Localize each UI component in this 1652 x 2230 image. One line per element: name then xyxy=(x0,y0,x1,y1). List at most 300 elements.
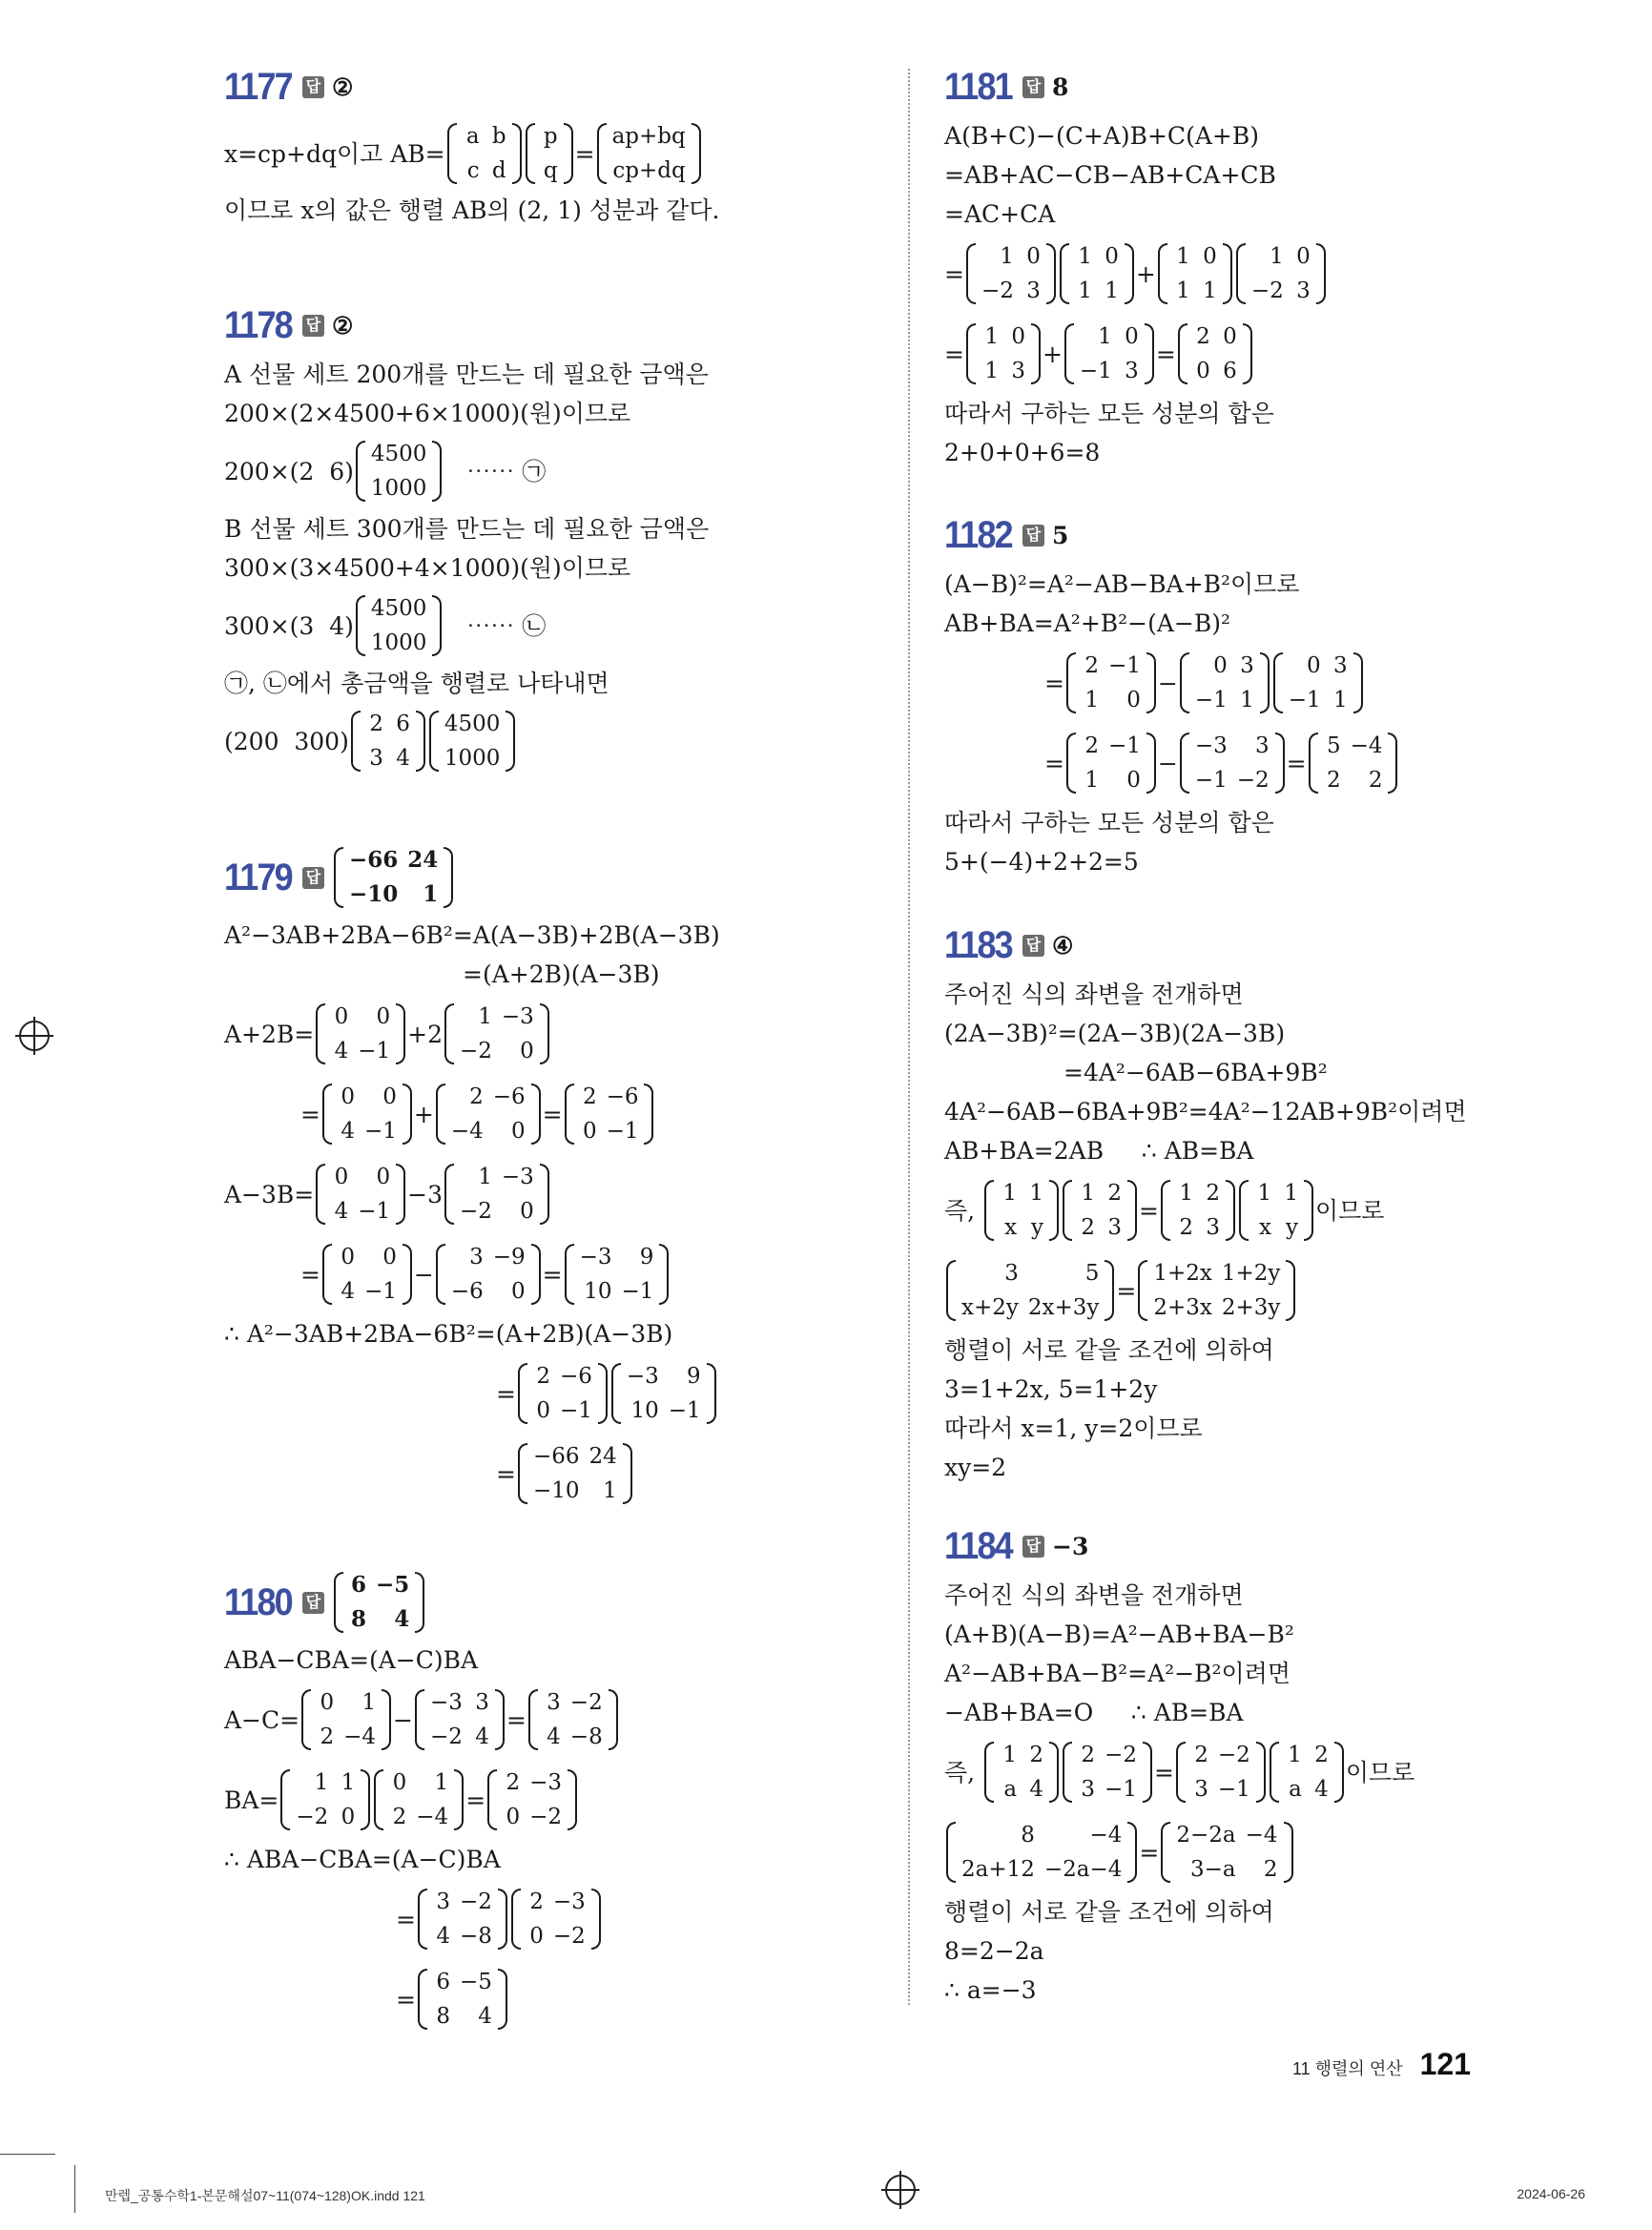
solution-line: 200× (2 6) 4500 1000 ⋯⋯ ㉠ xyxy=(224,433,873,509)
solution-line: 200× (2×4500+6×1000) (원)이므로 xyxy=(224,400,631,427)
matrix-cell: 6 xyxy=(350,1572,366,1598)
solution-line: 5+ (−4)+2+2=5 xyxy=(944,848,1139,876)
matrix xyxy=(1178,320,1252,388)
matrix-cell: 0 xyxy=(341,1245,355,1270)
matrix-cell: 5 xyxy=(1326,733,1341,758)
answer-value xyxy=(332,1568,426,1637)
problem-number: 1181 xyxy=(944,65,1012,108)
matrix-cell: 2 xyxy=(1084,653,1099,678)
answer-tag: 답 xyxy=(302,315,324,337)
solution-line: ∴ ABA−CBA= (A−C)BA xyxy=(224,1846,501,1873)
matrix-cell: 0 xyxy=(1011,324,1025,349)
matrix-cell: 0 xyxy=(376,1165,391,1189)
matrix xyxy=(526,119,573,188)
matrix-cell: 4500 xyxy=(370,442,427,466)
matrix-cell: 2 xyxy=(1084,733,1099,758)
solution-line: (A−B)²=A²−AB−BA+B²이므로 xyxy=(944,570,1300,598)
matrix-cell: 0 xyxy=(1296,244,1311,269)
matrix-cell: 1 xyxy=(1288,1743,1302,1767)
matrix-cell: 0 xyxy=(529,1924,544,1949)
matrix-cell: 2 xyxy=(1107,1181,1123,1206)
matrix-cell: −1 xyxy=(1107,653,1141,678)
matrix xyxy=(1161,1818,1292,1887)
matrix xyxy=(984,1176,1059,1245)
matrix xyxy=(565,1080,654,1148)
matrix xyxy=(447,119,522,188)
matrix xyxy=(487,1765,577,1834)
matrix-cell: 1 xyxy=(478,1165,492,1189)
matrix-cell: 0 xyxy=(506,1805,521,1829)
matrix-cell: 4500 xyxy=(370,596,427,621)
matrix-cell: 0 xyxy=(1026,244,1041,269)
problem-header xyxy=(224,1564,873,1641)
matrix-cell: 2 xyxy=(1314,1743,1329,1767)
matrix-cell: q xyxy=(543,158,558,183)
matrix-cell: −1 xyxy=(1107,733,1141,758)
matrix-cell: 0 xyxy=(376,1004,391,1029)
matrix-cell: 3 xyxy=(1296,279,1311,303)
matrix xyxy=(1161,1176,1235,1245)
matrix-cell: −8 xyxy=(569,1724,603,1749)
matrix-cell: 2+3y xyxy=(1221,1295,1281,1320)
matrix-cell: 4500 xyxy=(444,712,501,736)
matrix-cell: 1 xyxy=(1176,244,1190,269)
matrix-cell: 9 xyxy=(639,1245,654,1270)
matrix-cell: a xyxy=(465,124,480,149)
matrix-cell: −1 xyxy=(606,1119,639,1144)
matrix-cell: 4 xyxy=(478,2004,492,2029)
matrix-cell: −10 xyxy=(532,1478,580,1503)
solution-line: 이므로 x의 값은 행렬 AB의 (2, 1) 성분과 같다. xyxy=(224,196,720,224)
matrix-cell: 1 xyxy=(314,1770,329,1795)
solution-line: 300× (3 4) 4500 1000 ⋯⋯ ㉡ xyxy=(224,588,873,664)
matrix-cell: −66 xyxy=(532,1444,580,1469)
solution-line: ∴ A²−3AB+2BA−6B²= (A+2B) (A−3B) xyxy=(224,1320,673,1348)
problem-number: 1182 xyxy=(944,513,1012,556)
answer-value: −3 xyxy=(1052,1532,1089,1560)
matrix-cell: −2 xyxy=(1236,768,1270,793)
print-date: 2024-06-26 xyxy=(1517,2186,1585,2201)
matrix xyxy=(1180,649,1270,717)
problem-header xyxy=(224,57,873,116)
answer-value: ② xyxy=(332,72,354,101)
matrix-cell: 2 xyxy=(392,1805,407,1829)
matrix-cell: 2 xyxy=(536,1364,550,1389)
matrix-cell: 2 xyxy=(1029,1743,1044,1767)
matrix-cell: 2+3x xyxy=(1153,1295,1212,1320)
matrix xyxy=(301,1685,391,1754)
matrix-cell: 8 xyxy=(350,1606,366,1632)
solution-line: (A+B) (A−B)=A²−AB+BA−B² xyxy=(944,1621,1294,1648)
matrix-cell: 24 xyxy=(589,1444,617,1469)
matrix-cell: 0 xyxy=(536,1398,550,1423)
answer-tag: 답 xyxy=(302,76,324,98)
matrix-cell: −1 xyxy=(1288,688,1321,712)
matrix xyxy=(1063,1738,1152,1807)
matrix-cell: d xyxy=(491,158,506,183)
matrix-cell: 1 xyxy=(1257,1181,1271,1206)
matrix-cell: −1 xyxy=(1217,1777,1250,1802)
problem-header xyxy=(944,506,1555,565)
matrix-cell: a xyxy=(1003,1777,1018,1802)
matrix-cell: −2 xyxy=(1250,279,1284,303)
matrix-cell: −3 xyxy=(429,1690,463,1715)
matrix-cell: x+2y xyxy=(961,1295,1019,1320)
problem-number: 1177 xyxy=(224,65,292,108)
matrix-cell: −2 xyxy=(529,1805,563,1829)
matrix-cell: 2 xyxy=(1081,1215,1096,1240)
matrix-cell: 0 xyxy=(510,1119,526,1144)
matrix xyxy=(1273,649,1363,717)
matrix xyxy=(280,1765,370,1834)
matrix-cell: −1 xyxy=(1194,768,1228,793)
solution-line: = 6 −5 8 4 xyxy=(224,1959,873,2039)
matrix-cell: y xyxy=(1286,1215,1298,1240)
solution-line: 300× (3×4500+4×1000) (원)이므로 xyxy=(224,554,631,582)
matrix xyxy=(322,1240,412,1309)
matrix-cell: 0 xyxy=(582,1119,597,1144)
matrix-cell: 0 xyxy=(1126,768,1141,793)
matrix-cell: cp+dq xyxy=(612,158,686,183)
matrix-cell: −1 xyxy=(363,1279,397,1304)
matrix xyxy=(597,119,701,188)
matrix-cell: 3 xyxy=(1026,279,1041,303)
matrix-cell: y xyxy=(1031,1215,1044,1240)
solution-line: −AB+BA=O ∴ AB=BA xyxy=(944,1699,1244,1726)
matrix xyxy=(1180,729,1285,797)
solution-line: = 1 0 1 3 + 1 0 −1 3 = 2 0 0 6 xyxy=(944,314,1555,394)
solution-line: ABA−CBA= (A−C)BA xyxy=(224,1646,478,1674)
matrix-cell: −4 xyxy=(343,1724,376,1749)
solution-line: AB+BA=2AB ∴ AB=BA xyxy=(944,1137,1254,1165)
matrix-cell: 0 xyxy=(1213,653,1228,678)
solution-line: 따라서 x=1, y=2이므로 xyxy=(944,1414,1203,1442)
matrix-cell: 2 xyxy=(1326,768,1341,793)
matrix-cell: 1 xyxy=(1078,279,1092,303)
matrix-cell: 4 xyxy=(341,1279,355,1304)
matrix xyxy=(374,1765,464,1834)
matrix-cell: −4 xyxy=(1245,1823,1278,1848)
matrix xyxy=(1066,729,1156,797)
matrix-cell: 3 xyxy=(1125,359,1139,383)
matrix xyxy=(565,1240,670,1309)
matrix-cell: 4 xyxy=(547,1724,561,1749)
matrix xyxy=(436,1080,541,1148)
matrix-cell: −2 xyxy=(1105,1743,1137,1767)
solution-line: AB+BA=A²+B²− (A−B)² xyxy=(944,609,1231,637)
matrix-cell: −1 xyxy=(358,1039,391,1063)
solution-line: = 0 0 4 −1 − 3 −9 −6 0 = −3 9 10 −1 xyxy=(224,1234,873,1314)
matrix-cell: 1 xyxy=(1078,244,1092,269)
matrix-cell: 3 xyxy=(1081,1777,1096,1802)
answer-tag: 답 xyxy=(1022,525,1044,547)
matrix-cell: 1 xyxy=(1179,1181,1193,1206)
solution-line: xy=2 xyxy=(944,1454,1007,1481)
matrix-cell: ap+bq xyxy=(611,124,686,149)
matrix-cell: 0 xyxy=(392,1770,407,1795)
answer-tag: 답 xyxy=(302,1592,324,1614)
footer-chapter xyxy=(1292,2047,1471,2082)
answer-value: ② xyxy=(332,311,354,340)
matrix xyxy=(1236,239,1326,308)
matrix-cell: 1 xyxy=(1176,279,1190,303)
solution-line: = −66 24 −10 1 xyxy=(224,1434,873,1514)
page-number: 121 xyxy=(1419,2047,1471,2081)
matrix-cell: 2 xyxy=(369,712,383,736)
matrix-cell: 2−2a xyxy=(1176,1823,1236,1848)
matrix-cell: b xyxy=(491,124,506,149)
matrix-cell: −3 xyxy=(626,1364,659,1389)
answer-value xyxy=(332,843,455,912)
matrix-cell: 2 xyxy=(506,1770,521,1795)
matrix-cell: a xyxy=(1289,1777,1302,1802)
matrix-cell: x xyxy=(1004,1215,1018,1240)
matrix-cell: 0 xyxy=(520,1039,534,1063)
solution-line: =AB+AC−CB−AB+CA+CB xyxy=(944,161,1276,189)
matrix-cell: 2 xyxy=(529,1889,544,1914)
matrix-cell: −5 xyxy=(376,1572,410,1598)
solution-line: = 2 −1 1 0 − 0 3 −1 1 0 3 −1 1 xyxy=(944,643,1555,723)
answer-value: 8 xyxy=(1052,72,1069,101)
solution-line: =AC+CA xyxy=(944,200,1056,228)
matrix-cell: 3 xyxy=(1011,359,1025,383)
matrix-cell: 3 xyxy=(1240,653,1254,678)
matrix xyxy=(1270,1738,1344,1807)
matrix xyxy=(946,1256,1114,1325)
solution-line: A (B+C)− (C+A)B+C (A+B) xyxy=(944,122,1259,150)
trim-line xyxy=(0,2154,55,2155)
chapter-title: 11 행렬의 연산 xyxy=(1291,2059,1403,2078)
solution-line: 8 −4 2a+12 −2a−4 = 2−2a −4 3−a 2 xyxy=(944,1812,1555,1892)
answer-value: 5 xyxy=(1052,521,1069,549)
problem-number: 1184 xyxy=(944,1524,1012,1567)
matrix-cell: 0 xyxy=(334,1165,349,1189)
matrix xyxy=(316,1000,405,1068)
solution-line: x=cp+dq이고 AB= a b c d p q = ap+bq cp+dq xyxy=(224,116,873,191)
solution-line: 4A²−6AB−6BA+9B²=4A²−12AB+9B²이려면 xyxy=(944,1098,1467,1125)
solution-line: = 0 0 4 −1 + 2 −6 −4 0 = 2 −6 0 −1 xyxy=(224,1074,873,1154)
solution-line: 행렬이 서로 같을 조건에 의하여 xyxy=(944,1898,1274,1926)
matrix-cell: −2 xyxy=(460,1039,492,1063)
matrix-cell: −10 xyxy=(349,881,399,907)
matrix-cell: 1 xyxy=(1105,279,1119,303)
solution-line: 주어진 식의 좌변을 전개하면 xyxy=(944,1581,1244,1609)
matrix-cell: 2x+3y xyxy=(1027,1295,1100,1320)
matrix-cell: −2 xyxy=(981,279,1014,303)
matrix xyxy=(1063,1176,1137,1245)
problem-header xyxy=(224,296,873,355)
matrix xyxy=(356,591,443,660)
matrix-cell: 0 xyxy=(1223,324,1237,349)
matrix-cell: −66 xyxy=(349,847,399,873)
solution-line: A−3B= 0 0 4 −1 −3 1 −3 −2 0 xyxy=(224,1154,873,1234)
matrix-cell: 3−a xyxy=(1190,1857,1236,1882)
matrix xyxy=(1064,320,1154,388)
matrix-cell: 2 xyxy=(469,1084,484,1109)
matrix xyxy=(946,1818,1137,1887)
matrix-cell: 2 xyxy=(1196,324,1210,349)
problem-1183 xyxy=(944,916,1555,1487)
matrix xyxy=(518,1439,632,1508)
matrix-cell: 1 xyxy=(984,359,999,383)
matrix-cell: 1+2y xyxy=(1221,1261,1281,1286)
matrix xyxy=(356,437,443,506)
matrix-cell: 0 xyxy=(341,1084,355,1109)
matrix-cell: x xyxy=(1259,1215,1271,1240)
matrix-cell: 2 xyxy=(582,1084,597,1109)
answer-tag: 답 xyxy=(1022,76,1044,98)
matrix-cell: −2 xyxy=(460,1199,492,1224)
matrix-cell: c xyxy=(466,158,480,183)
matrix-cell: 4 xyxy=(334,1039,349,1063)
problem-number: 1179 xyxy=(224,856,292,898)
solution-line: ∴ a=−3 xyxy=(944,1976,1037,2004)
matrix-cell: −2a−4 xyxy=(1043,1857,1123,1882)
solution-line: 2+0+0+6=8 xyxy=(944,439,1101,466)
solution-line: 3=1+2x, 5=1+2y xyxy=(944,1375,1158,1403)
solution-line: 8=2−2a xyxy=(944,1937,1044,1965)
matrix-cell: 5 xyxy=(1084,1261,1100,1286)
matrix-cell: 0 xyxy=(1306,653,1321,678)
print-file-info: 만렙_공통수학1-본문해설07~11(074~128)OK.indd 121 xyxy=(105,2188,425,2203)
matrix-cell: 0 xyxy=(382,1084,397,1109)
matrix-cell: 1 xyxy=(1084,688,1099,712)
answer-value: ④ xyxy=(1052,931,1074,960)
matrix-cell: 0 xyxy=(341,1805,356,1829)
matrix-cell: 0 xyxy=(382,1245,397,1270)
matrix xyxy=(611,1359,716,1428)
problem-1181 xyxy=(944,57,1555,472)
matrix-cell: 2 xyxy=(1368,768,1383,793)
matrix xyxy=(436,1240,541,1309)
matrix xyxy=(1309,729,1398,797)
matrix xyxy=(316,1160,405,1229)
solution-line: ㉠, ㉡에서 총금액을 행렬로 나타내면 xyxy=(224,670,609,697)
matrix-cell: 0 xyxy=(1126,688,1141,712)
solution-line: B 선물 세트 300개를 만드는 데 필요한 금액은 xyxy=(224,515,710,543)
matrix-cell: 6 xyxy=(1223,359,1237,383)
matrix-cell: 1 xyxy=(1332,688,1348,712)
matrix-cell: 24 xyxy=(407,847,439,873)
matrix-cell: 4 xyxy=(394,1606,410,1632)
matrix-cell: 2a+12 xyxy=(961,1857,1035,1882)
problem-header xyxy=(224,839,873,916)
matrix-cell: −6 xyxy=(492,1084,526,1109)
matrix-cell: 3 xyxy=(436,1889,450,1914)
matrix-cell: −6 xyxy=(559,1364,592,1389)
matrix xyxy=(322,1080,412,1148)
matrix-cell: −4 xyxy=(416,1805,449,1829)
solution-line: =4A²−6AB−6BA+9B² xyxy=(1063,1059,1328,1086)
matrix-cell: 3 xyxy=(1004,1261,1019,1286)
matrix-cell: 2 xyxy=(1263,1857,1278,1882)
matrix-cell: 1 xyxy=(1081,1181,1096,1206)
matrix xyxy=(1176,1738,1266,1807)
matrix-cell: 3 xyxy=(1194,1777,1208,1802)
solution-line: 행렬이 서로 같을 조건에 의하여 xyxy=(944,1336,1274,1364)
matrix-cell: 2 xyxy=(1179,1215,1193,1240)
problem-number: 1178 xyxy=(224,303,292,346)
matrix-cell: −1 xyxy=(1194,688,1228,712)
matrix-cell: −3 xyxy=(579,1245,612,1270)
matrix xyxy=(1060,239,1134,308)
matrix-cell: 8 xyxy=(436,2004,450,2029)
matrix-cell: 2 xyxy=(1194,1743,1208,1767)
problem-1184 xyxy=(944,1517,1555,2010)
problem-1178 xyxy=(224,296,873,779)
matrix-cell: 0 xyxy=(1196,359,1210,383)
matrix-cell: −4 xyxy=(450,1119,484,1144)
matrix-cell: 6 xyxy=(396,712,410,736)
matrix-cell: −2 xyxy=(569,1690,603,1715)
problem-1180 xyxy=(224,1564,873,2039)
matrix-cell: 1 xyxy=(1270,244,1284,269)
solution-line: = 2 −1 1 0 − −3 3 −1 −2 = 5 −4 2 2 xyxy=(944,723,1555,803)
registration-mark-icon xyxy=(885,2175,916,2205)
matrix xyxy=(444,1160,549,1229)
matrix-cell: −2 xyxy=(552,1924,586,1949)
matrix-cell: −1 xyxy=(668,1398,701,1423)
solution-line: (2A−3B)²= (2A−3B) (2A−3B) xyxy=(944,1020,1286,1047)
solution-line: 3 5 x+2y 2x+3y = 1+2x 1+2y 2+3x 2+3y xyxy=(944,1250,1555,1331)
matrix-cell: 3 xyxy=(469,1245,484,1270)
matrix-cell: 1 xyxy=(1000,244,1014,269)
solution-line: (200 300) 2 6 3 4 4500 1000 xyxy=(224,703,873,779)
matrix-cell: 1000 xyxy=(370,630,427,655)
matrix-cell: −2 xyxy=(1217,1743,1250,1767)
solution-line: A 선물 세트 200개를 만드는 데 필요한 금액은 xyxy=(224,361,709,388)
matrix xyxy=(518,1359,608,1428)
matrix-cell: 1000 xyxy=(444,746,501,771)
matrix-cell: −3 xyxy=(1194,733,1228,758)
matrix-cell: −2 xyxy=(429,1724,463,1749)
matrix-cell: −5 xyxy=(459,1970,492,1994)
matrix-cell: 0 xyxy=(1203,244,1217,269)
matrix-cell: 3 xyxy=(369,746,383,771)
problem-number: 1183 xyxy=(944,923,1012,966)
matrix-cell: 0 xyxy=(510,1279,526,1304)
solution-line: A+2B= 0 0 4 −1 +2 1 −3 −2 0 xyxy=(224,994,873,1074)
matrix-cell: 3 xyxy=(1206,1215,1220,1240)
matrix-cell: −1 xyxy=(1105,1777,1137,1802)
matrix-cell: 0 xyxy=(520,1199,534,1224)
matrix-cell: 1 xyxy=(1098,324,1112,349)
matrix-cell: 6 xyxy=(436,1970,450,1994)
matrix-cell: 1 xyxy=(478,1004,492,1029)
matrix-cell: 8 xyxy=(1021,1823,1035,1848)
solution-line: 주어진 식의 좌변을 전개하면 xyxy=(944,981,1244,1008)
matrix xyxy=(351,707,425,775)
matrix-cell: 3 xyxy=(1107,1215,1123,1240)
matrix-cell: 4 xyxy=(1314,1777,1329,1802)
matrix-cell: 2 xyxy=(1081,1743,1096,1767)
matrix xyxy=(418,1885,507,1953)
matrix-cell: −1 xyxy=(363,1119,397,1144)
matrix-cell: 4 xyxy=(1029,1777,1044,1802)
matrix-cell: 1 xyxy=(423,881,439,907)
problem-header xyxy=(944,57,1555,116)
matrix-cell: −8 xyxy=(459,1924,492,1949)
matrix-cell: p xyxy=(543,124,558,149)
matrix xyxy=(1138,1256,1295,1325)
matrix xyxy=(415,1685,505,1754)
matrix-cell: 1 xyxy=(1002,1181,1018,1206)
matrix-cell: 1 xyxy=(1084,768,1099,793)
matrix-cell: −1 xyxy=(1079,359,1112,383)
answer-tag: 답 xyxy=(302,867,324,889)
problem-1182 xyxy=(944,506,1555,881)
matrix-cell: 1+2x xyxy=(1153,1261,1212,1286)
